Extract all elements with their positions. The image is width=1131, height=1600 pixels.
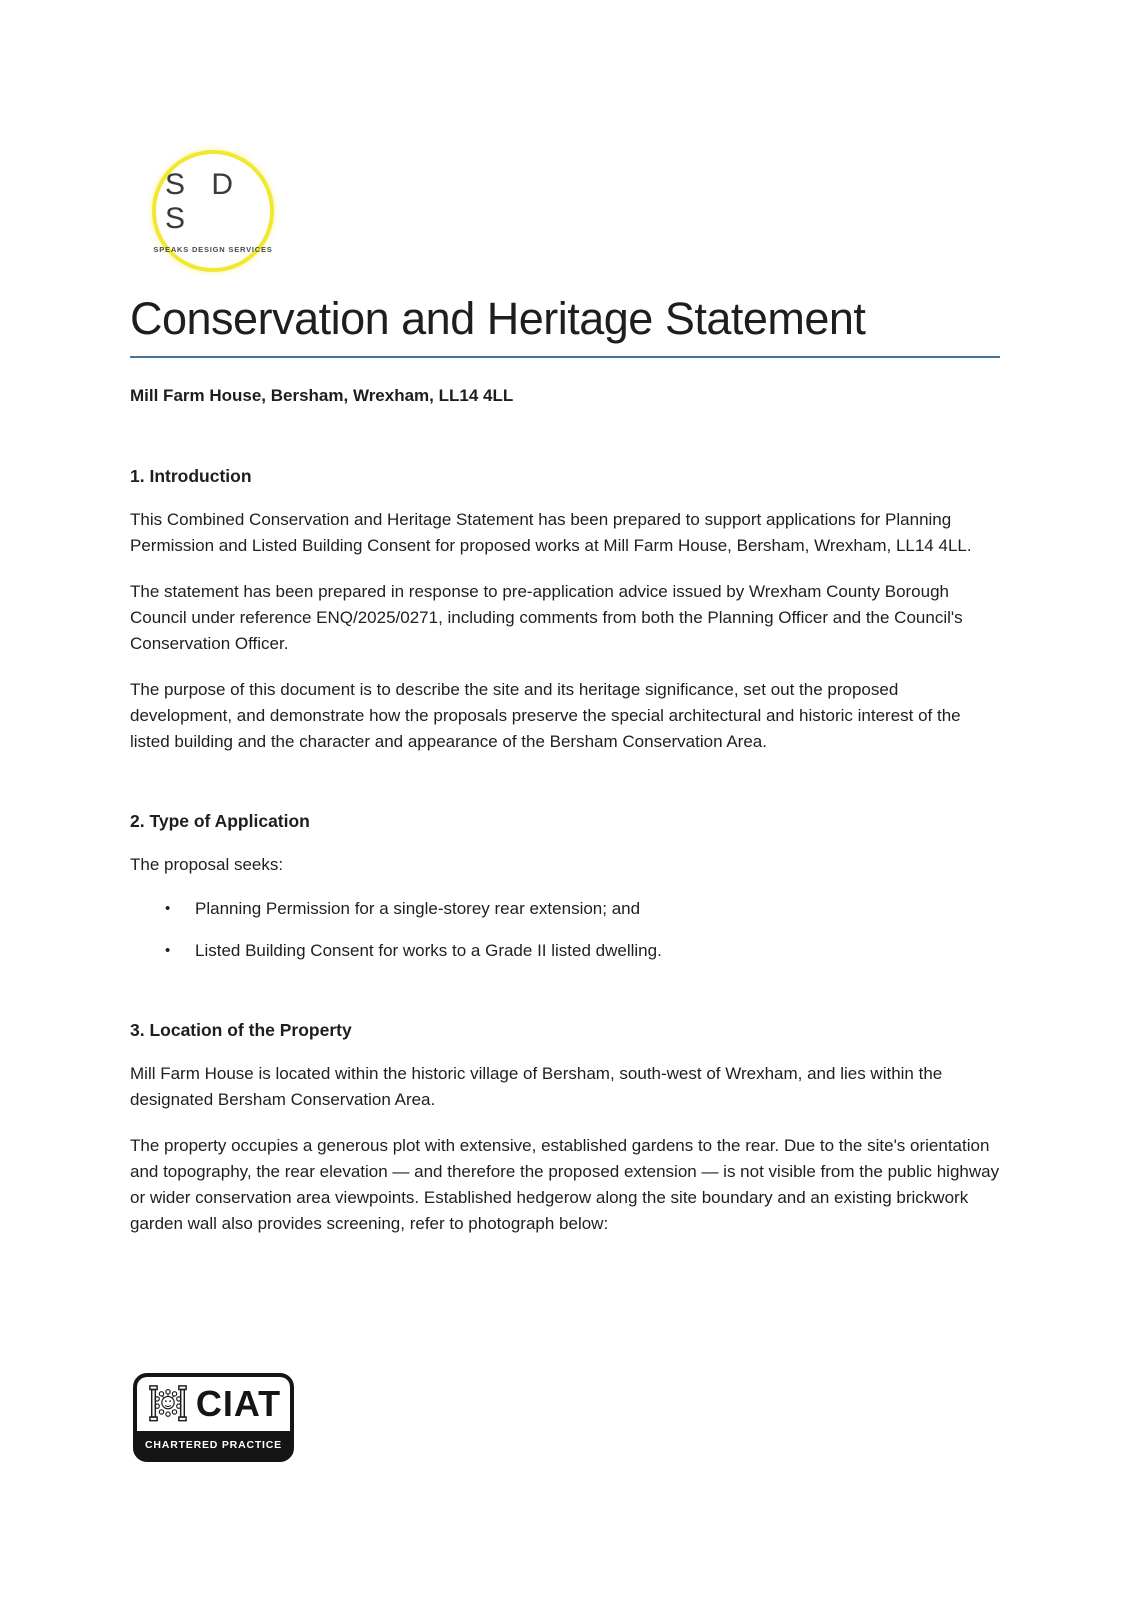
paragraph: Mill Farm House is located within the historic village of Bersham, south-west of Wrexham, and lies within the designated Bersham Conservation Area. [130, 1064, 943, 1110]
paragraph: The property occupies a generous plot with extensive, established gardens to the rear. Due to the site's orientation and topography, the rear elevation — and therefore the proposed extension — is not visible from the public highway or wider conservation area viewpoints. Established hedgerow along the site boundary and an existing brickwork garden wall also provides screening, refer to photograph below: [130, 1136, 1000, 1234]
ciat-chartered-practice-badge [133, 1373, 294, 1462]
ciat-badge-name: CIAT [195, 1383, 282, 1424]
list-item-text: Listed Building Consent for works to a Grade II listed dwelling. [195, 941, 662, 961]
document-subtitle: Mill Farm House, Bersham, Wrexham, LL14 4LL [130, 386, 514, 406]
ciat-badge-banner: CHARTERED PRACTICE [137, 1431, 290, 1458]
bullet-icon: • [165, 900, 171, 918]
section-heading-introduction: 1. Introduction [130, 466, 252, 487]
ciat-badge-top [137, 1377, 290, 1431]
section-heading-location: 3. Location of the Property [130, 1020, 352, 1041]
paragraph: This Combined Conservation and Heritage Statement has been prepared to support applications for Planning Permission and Listed Building Consent for proposed works at Mill Farm House, Bersham, Wrexham, LL14 4LL. [130, 510, 972, 556]
page-title: Conservation and Heritage Statement [130, 294, 1000, 358]
ciat-crest-icon [146, 1383, 190, 1425]
bullet-icon: • [165, 942, 171, 960]
section-type-of-application [130, 811, 1000, 964]
sds-logo-acronym: S D S [165, 168, 243, 235]
section-introduction [130, 466, 1000, 755]
paragraph: The proposal seeks: [130, 855, 284, 875]
sds-logo-tagline: SPEAKS DESIGN SERVICES [153, 245, 273, 254]
list-item-text: Planning Permission for a single-storey rear extension; and [195, 899, 641, 919]
list-item [165, 896, 1000, 922]
list-item [165, 938, 1000, 964]
sds-logo [152, 150, 274, 272]
section-location-of-property [130, 1020, 1000, 1237]
paragraph: The statement has been prepared in response to pre-application advice issued by Wrexham County Borough Council under reference ENQ/2025/0271, including comments from both the Planning Officer and the Council's Conservation Officer. [130, 582, 963, 654]
proposal-bullet-list [130, 896, 1000, 964]
paragraph: The purpose of this document is to describe the site and its heritage significance, set out the proposed development, and demonstrate how the proposals preserve the special architectural and historic interest of the listed building and the character and appearance of the Bersham Conservation Area. [130, 680, 961, 752]
section-heading-type-of-application: 2. Type of Application [130, 811, 310, 832]
